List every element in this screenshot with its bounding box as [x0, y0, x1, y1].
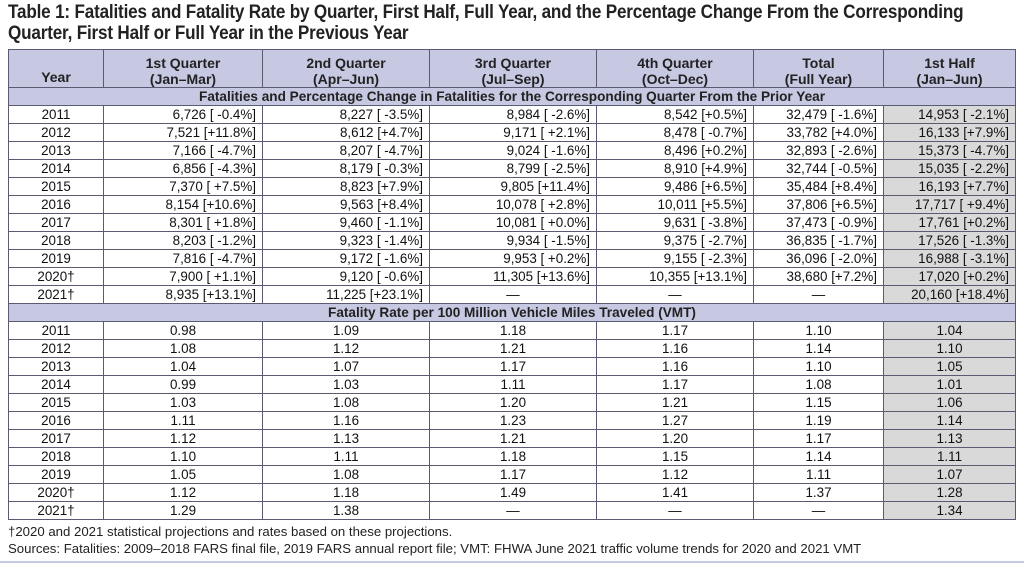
value-cell: 1.11 [430, 376, 597, 394]
value-cell: 1.28 [884, 484, 1016, 502]
value-cell: — [430, 286, 597, 304]
value-cell: 1.03 [104, 394, 263, 412]
value-cell: 36,835 [ -1.7%] [754, 232, 884, 250]
column-header-top: 2nd Quarter [306, 55, 386, 71]
value-cell: 1.12 [104, 430, 263, 448]
value-cell: 1.05 [104, 466, 263, 484]
value-cell: 9,155 [ -2.3%] [597, 250, 754, 268]
value-cell: 0.99 [104, 376, 263, 394]
value-cell: 9,934 [ -1.5%] [430, 232, 597, 250]
table-row [9, 322, 1016, 340]
value-cell: 1.16 [597, 358, 754, 376]
table-row [9, 340, 1016, 358]
value-cell: 8,154 [+10.6%] [104, 196, 263, 214]
value-cell: 1.15 [754, 394, 884, 412]
table-row [9, 412, 1016, 430]
section-heading-rate [9, 304, 1016, 322]
value-cell: 1.07 [884, 466, 1016, 484]
value-cell: 7,900 [ +1.1%] [104, 268, 263, 286]
column-header-top: 4th Quarter [637, 55, 713, 71]
value-cell: 1.04 [104, 358, 263, 376]
table-row [9, 124, 1016, 142]
value-cell: 8,496 [+0.2%] [597, 142, 754, 160]
table-row [9, 394, 1016, 412]
value-cell: 10,355 [+13.1%] [597, 268, 754, 286]
value-cell: 1.19 [754, 412, 884, 430]
value-cell: 6,856 [ -4.3%] [104, 160, 263, 178]
value-cell: 7,816 [ -4.7%] [104, 250, 263, 268]
value-cell: 1.17 [430, 358, 597, 376]
value-cell: 10,081 [ +0.0%] [430, 214, 597, 232]
value-cell: 10,078 [ +2.8%] [430, 196, 597, 214]
value-cell: — [430, 502, 597, 520]
year-cell: 2019 [9, 250, 104, 268]
table-row [9, 250, 1016, 268]
column-header-bottom: (Oct–Dec) [641, 71, 709, 87]
column-header-q4 [597, 50, 754, 88]
footnotes [8, 523, 1018, 557]
year-cell: 2012 [9, 340, 104, 358]
column-header-top: Total [802, 55, 835, 71]
value-cell: 9,171 [ +2.1%] [430, 124, 597, 142]
value-cell: 32,479 [ -1.6%] [754, 106, 884, 124]
year-cell: 2019 [9, 466, 104, 484]
header-row [9, 50, 1016, 88]
year-cell: 2011 [9, 322, 104, 340]
value-cell: — [754, 286, 884, 304]
value-cell: 14,953 [ -2.1%] [884, 106, 1016, 124]
table-row [9, 106, 1016, 124]
value-cell: 1.12 [263, 340, 430, 358]
year-cell: 2014 [9, 160, 104, 178]
value-cell: 36,096 [ -2.0%] [754, 250, 884, 268]
value-cell: 1.12 [104, 484, 263, 502]
table-title-line-2: Quarter, First Half or Full Year in the Previous Year [8, 23, 409, 44]
value-cell: — [597, 502, 754, 520]
year-cell: 2011 [9, 106, 104, 124]
value-cell: 1.17 [597, 322, 754, 340]
value-cell: 1.20 [430, 394, 597, 412]
year-cell: 2017 [9, 430, 104, 448]
column-header-q3 [430, 50, 597, 88]
value-cell: 9,323 [ -1.4%] [263, 232, 430, 250]
table-row [9, 214, 1016, 232]
value-cell: 1.08 [263, 394, 430, 412]
table-row [9, 286, 1016, 304]
value-cell: 1.10 [754, 322, 884, 340]
value-cell: 8,984 [ -2.6%] [430, 106, 597, 124]
value-cell: 1.29 [104, 502, 263, 520]
value-cell: 8,203 [ -1.2%] [104, 232, 263, 250]
value-cell: 1.18 [430, 322, 597, 340]
value-cell: 37,806 [+6.5%] [754, 196, 884, 214]
bottom-rule [0, 561, 1024, 563]
column-header-first-half [884, 50, 1016, 88]
value-cell: 1.34 [884, 502, 1016, 520]
value-cell: 11,305 [+13.6%] [430, 268, 597, 286]
value-cell: 1.11 [754, 466, 884, 484]
value-cell: 8,227 [ -3.5%] [263, 106, 430, 124]
value-cell: 6,726 [ -0.4%] [104, 106, 263, 124]
value-cell: 9,120 [ -0.6%] [263, 268, 430, 286]
value-cell: 1.14 [754, 340, 884, 358]
value-cell: — [754, 502, 884, 520]
value-cell: 1.12 [597, 466, 754, 484]
year-cell: 2017 [9, 214, 104, 232]
value-cell: 11,225 [+23.1%] [263, 286, 430, 304]
value-cell: 9,024 [ -1.6%] [430, 142, 597, 160]
value-cell: 1.16 [263, 412, 430, 430]
value-cell: 8,799 [ -2.5%] [430, 160, 597, 178]
value-cell: 9,805 [+11.4%] [430, 178, 597, 196]
value-cell: 32,744 [ -0.5%] [754, 160, 884, 178]
table-title-line-1: Table 1: Fatalities and Fatality Rate by Quarter, First Half, Full Year, and the Percentage Change From the Corresponding [8, 2, 964, 23]
value-cell: 9,460 [ -1.1%] [263, 214, 430, 232]
value-cell: 16,988 [ -3.1%] [884, 250, 1016, 268]
value-cell: — [597, 286, 754, 304]
value-cell: 32,893 [ -2.6%] [754, 142, 884, 160]
value-cell: 1.13 [263, 430, 430, 448]
section-label: Fatalities and Percentage Change in Fatalities for the Corresponding Quarter From the Prior Year [9, 88, 1016, 106]
column-header-bottom: (Full Year) [784, 71, 853, 87]
value-cell: 1.10 [754, 358, 884, 376]
value-cell: 1.15 [597, 448, 754, 466]
value-cell: 9,172 [ -1.6%] [263, 250, 430, 268]
column-header-q1 [104, 50, 263, 88]
value-cell: 1.21 [597, 394, 754, 412]
value-cell: 16,193 [+7.7%] [884, 178, 1016, 196]
value-cell: 1.13 [884, 430, 1016, 448]
value-cell: 8,207 [ -4.7%] [263, 142, 430, 160]
value-cell: 7,521 [+11.8%] [104, 124, 263, 142]
year-column-header: Year [9, 50, 104, 88]
value-cell: 1.11 [104, 412, 263, 430]
column-header-q2 [263, 50, 430, 88]
column-header-top: 1st Quarter [145, 55, 221, 71]
value-cell: 7,166 [ -4.7%] [104, 142, 263, 160]
value-cell: 1.20 [597, 430, 754, 448]
table-row [9, 358, 1016, 376]
value-cell: 37,473 [ -0.9%] [754, 214, 884, 232]
value-cell: 1.08 [104, 340, 263, 358]
value-cell: 17,761 [+0.2%] [884, 214, 1016, 232]
year-cell: 2020† [9, 484, 104, 502]
year-cell: 2018 [9, 448, 104, 466]
column-header-top: 3rd Quarter [474, 55, 552, 71]
value-cell: 1.09 [263, 322, 430, 340]
value-cell: 1.01 [884, 376, 1016, 394]
section-label: Fatality Rate per 100 Million Vehicle Miles Traveled (VMT) [9, 304, 1016, 322]
value-cell: 1.11 [263, 448, 430, 466]
value-cell: 1.49 [430, 484, 597, 502]
value-cell: 1.16 [597, 340, 754, 358]
value-cell: 1.08 [263, 466, 430, 484]
table-row [9, 430, 1016, 448]
value-cell: 1.11 [884, 448, 1016, 466]
year-cell: 2021† [9, 502, 104, 520]
table-row [9, 196, 1016, 214]
value-cell: 1.27 [597, 412, 754, 430]
table-row [9, 466, 1016, 484]
table-row [9, 502, 1016, 520]
year-cell: 2015 [9, 178, 104, 196]
value-cell: 17,020 [+0.2%] [884, 268, 1016, 286]
value-cell: 9,486 [+6.5%] [597, 178, 754, 196]
value-cell: 8,935 [+13.1%] [104, 286, 263, 304]
value-cell: 33,782 [+4.0%] [754, 124, 884, 142]
value-cell: 1.21 [430, 430, 597, 448]
value-cell: 1.23 [430, 412, 597, 430]
value-cell: 17,717 [ +9.4%] [884, 196, 1016, 214]
value-cell: 38,680 [+7.2%] [754, 268, 884, 286]
section-heading-fatalities [9, 88, 1016, 106]
value-cell: 9,631 [ -3.8%] [597, 214, 754, 232]
value-cell: 9,375 [ -2.7%] [597, 232, 754, 250]
value-cell: 1.37 [754, 484, 884, 502]
value-cell: 1.17 [597, 376, 754, 394]
year-cell: 2016 [9, 196, 104, 214]
value-cell: 7,370 [ +7.5%] [104, 178, 263, 196]
value-cell: 1.14 [754, 448, 884, 466]
value-cell: 1.06 [884, 394, 1016, 412]
value-cell: 15,373 [ -4.7%] [884, 142, 1016, 160]
value-cell: 8,179 [ -0.3%] [263, 160, 430, 178]
column-header-bottom: (Apr–Jun) [312, 71, 380, 87]
value-cell: 35,484 [+8.4%] [754, 178, 884, 196]
year-cell: 2013 [9, 142, 104, 160]
table-row [9, 376, 1016, 394]
table-row [9, 268, 1016, 286]
value-cell: 1.14 [884, 412, 1016, 430]
value-cell: 16,133 [+7.9%] [884, 124, 1016, 142]
value-cell: 1.04 [884, 322, 1016, 340]
value-cell: 15,035 [ -2.2%] [884, 160, 1016, 178]
value-cell: 8,542 [+0.5%] [597, 106, 754, 124]
table-row [9, 178, 1016, 196]
value-cell: 1.17 [754, 430, 884, 448]
value-cell: 8,478 [ -0.7%] [597, 124, 754, 142]
table-row [9, 484, 1016, 502]
value-cell: 1.18 [263, 484, 430, 502]
year-cell: 2021† [9, 286, 104, 304]
value-cell: 17,526 [ -1.3%] [884, 232, 1016, 250]
value-cell: 8,301 [ +1.8%] [104, 214, 263, 232]
year-cell: 2018 [9, 232, 104, 250]
value-cell: 20,160 [+18.4%] [884, 286, 1016, 304]
column-header-total [754, 50, 884, 88]
value-cell: 1.10 [884, 340, 1016, 358]
year-cell: 2012 [9, 124, 104, 142]
sources-footnote: Sources: Fatalities: 2009–2018 FARS final file, 2019 FARS annual report file; VMT: FHWA June 2021 traffic volume trends for 2020 and 2021 VMT [8, 541, 862, 556]
value-cell: 1.05 [884, 358, 1016, 376]
value-cell: 9,953 [ +0.2%] [430, 250, 597, 268]
value-cell: 10,011 [+5.5%] [597, 196, 754, 214]
value-cell: 0.98 [104, 322, 263, 340]
table-row [9, 448, 1016, 466]
year-cell: 2015 [9, 394, 104, 412]
table-row [9, 142, 1016, 160]
table-title [8, 2, 964, 44]
value-cell: 8,910 [+4.9%] [597, 160, 754, 178]
fatalities-table [8, 49, 1016, 520]
value-cell: 1.41 [597, 484, 754, 502]
value-cell: 1.10 [104, 448, 263, 466]
column-header-top: 1st Half [924, 55, 975, 71]
table-body [9, 88, 1016, 520]
value-cell: 1.08 [754, 376, 884, 394]
value-cell: 1.38 [263, 502, 430, 520]
value-cell: 1.21 [430, 340, 597, 358]
value-cell: 8,612 [+4.7%] [263, 124, 430, 142]
year-cell: 2016 [9, 412, 104, 430]
year-cell: 2013 [9, 358, 104, 376]
table-row [9, 160, 1016, 178]
value-cell: 1.07 [263, 358, 430, 376]
year-cell: 2014 [9, 376, 104, 394]
value-cell: 1.03 [263, 376, 430, 394]
column-header-bottom: (Jan–Mar) [149, 71, 217, 87]
year-cell: 2020† [9, 268, 104, 286]
value-cell: 1.17 [430, 466, 597, 484]
column-header-bottom: (Jul–Sep) [481, 71, 545, 87]
table-row [9, 232, 1016, 250]
value-cell: 1.18 [430, 448, 597, 466]
value-cell: 8,823 [+7.9%] [263, 178, 430, 196]
value-cell: 9,563 [+8.4%] [263, 196, 430, 214]
column-header-bottom: (Jan–Jun) [916, 71, 983, 87]
projection-footnote: †2020 and 2021 statistical projections and rates based on these projections. [8, 524, 453, 539]
